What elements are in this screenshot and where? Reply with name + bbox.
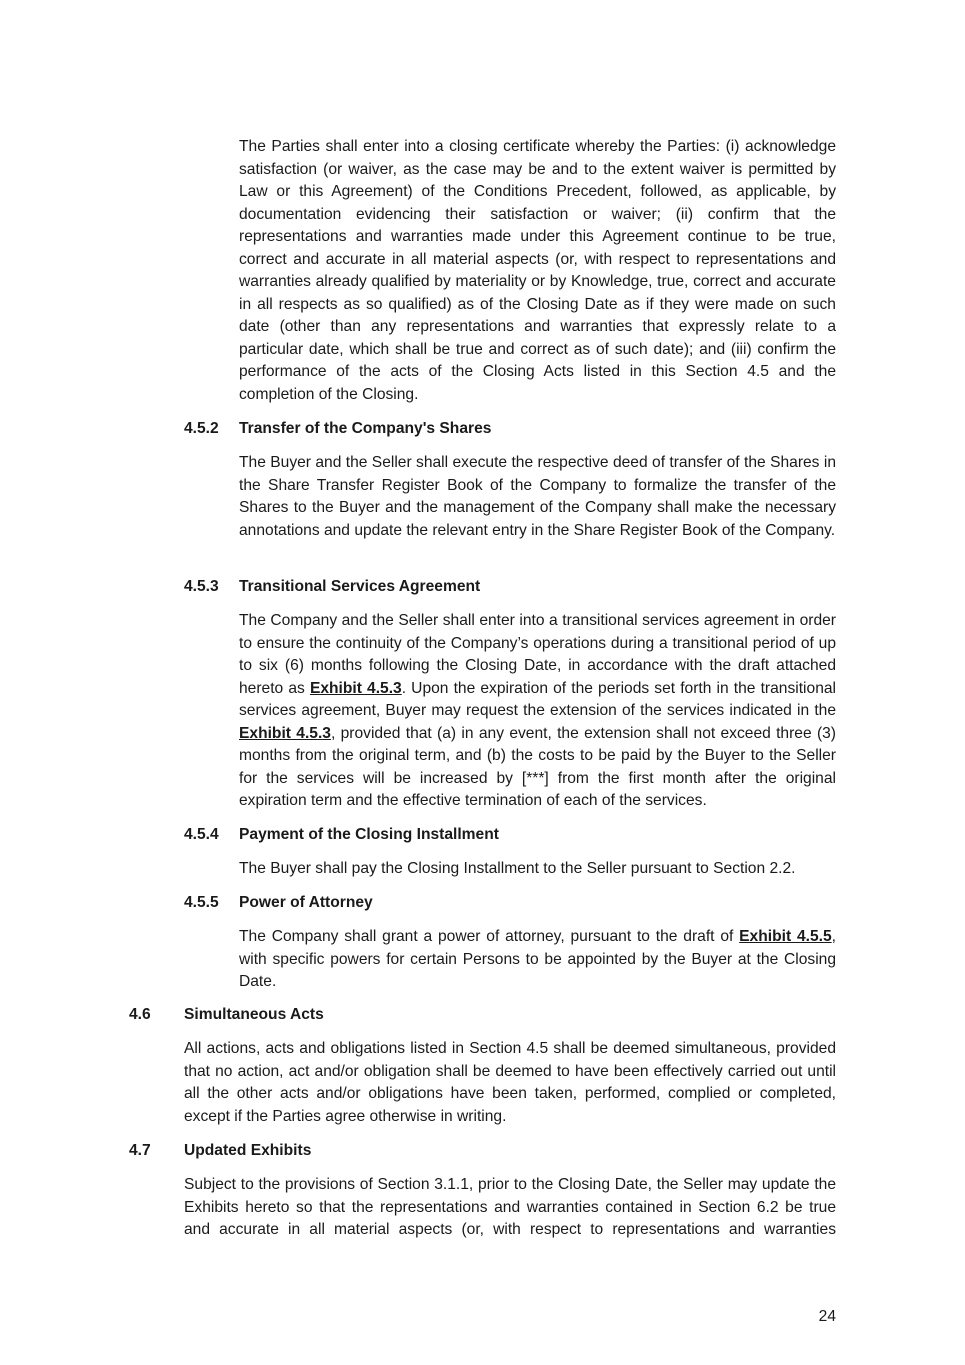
section-number: 4.5.2 bbox=[184, 420, 219, 437]
closing-certificate-paragraph: The Parties shall enter into a closing certificate whereby the Parties: (i) acknowledge satisfaction (or waiver, as the case may be and to the extent waiver is permitted by Law or this Agreement) of the Conditions Precedent, followed, as applicable, by documentation evidencing their satisfaction or waiver; (ii) confirm that the representations and warranties made under this Agreement continue to be true, correct and accurate in all material aspects (or, with respect to representations and warranties already qualified by materiality or by Knowledge, true, correct and accurate in all respects as so qualified) as of the Closing Date as if they were made on such date (other than any representations and warranties that expressly relate to a particular date, which shall be true and correct as of such date); and (iii) confirm the performance of the acts of the Closing Acts listed in this Section 4.5 and the completion of the Closing. bbox=[239, 138, 836, 403]
paragraph-text: , with specific powers for certain Persons to be appointed by the Buyer at the Closing Date. bbox=[239, 928, 836, 990]
paragraph-text: The Company and the Seller shall enter into a transitional services agreement in order to ensure the continuity of the Company’s operations during a transitional period of up to six (6) months following the Closing Date, in accordance with the draft attached hereto as bbox=[239, 612, 836, 697]
page-number: 24 bbox=[818, 1308, 836, 1325]
section-number: 4.6 bbox=[129, 1006, 151, 1023]
section-4-5-5-paragraph bbox=[239, 926, 836, 994]
section-number: 4.7 bbox=[129, 1142, 151, 1159]
section-title: Transitional Services Agreement bbox=[239, 578, 481, 595]
section-number: 4.5.4 bbox=[184, 826, 219, 843]
section-4-5-3-paragraph bbox=[239, 610, 836, 813]
section-title: Power of Attorney bbox=[239, 894, 373, 911]
section-title: Payment of the Closing Installment bbox=[239, 826, 499, 843]
section-4-5-4-paragraph: The Buyer shall pay the Closing Installment to the Seller pursuant to Section 2.2. bbox=[239, 860, 796, 877]
section-title: Simultaneous Acts bbox=[184, 1006, 324, 1023]
section-4-6-paragraph: All actions, acts and obligations listed in Section 4.5 shall be deemed simultaneous, provided that no action, act and/or obligation shall be deemed to have been effectively carried out until all the other acts and/or obligations have been taken, performed, complied or completed, except if the Parties agree otherwise in writing. bbox=[184, 1040, 836, 1125]
section-title: Transfer of the Company's Shares bbox=[239, 420, 492, 437]
exhibit-reference: Exhibit 4.5.5 bbox=[739, 928, 832, 945]
paragraph-text: , provided that (a) in any event, the extension shall not exceed three (3) months from the original term, and (b) the costs to be paid by the Buyer to the Seller for the services will be increased by [***] from the first month after the original expiration term and the effective termination of each of the services. bbox=[239, 724, 836, 809]
paragraph-text: . Upon the expiration of the periods set forth in the transitional services agreement, Buyer may request the extension of the services indicated in the bbox=[239, 679, 837, 719]
paragraph-text: The Company shall grant a power of attorney, pursuant to the draft of bbox=[239, 928, 740, 945]
section-4-5-2-paragraph: The Buyer and the Seller shall execute the respective deed of transfer of the Shares in the Share Transfer Register Book of the Company to formalize the transfer of the Shares to the Buyer and the management of the Company shall make the necessary annotations and update the relevant entry in the Share Register Book of the Company. bbox=[239, 454, 836, 539]
section-number: 4.5.5 bbox=[184, 894, 219, 911]
section-4-7-paragraph: Subject to the provisions of Section 3.1.1, prior to the Closing Date, the Seller may update the Exhibits hereto so that the representations and warranties contained in Section 6.2 be true and accurate in all material aspects (or, with respect to representations and warranties bbox=[184, 1176, 836, 1238]
exhibit-reference: Exhibit 4.5.3 bbox=[239, 724, 331, 742]
section-number: 4.5.3 bbox=[184, 578, 219, 595]
section-title: Updated Exhibits bbox=[184, 1142, 312, 1159]
exhibit-reference: Exhibit 4.5.3 bbox=[309, 679, 402, 697]
